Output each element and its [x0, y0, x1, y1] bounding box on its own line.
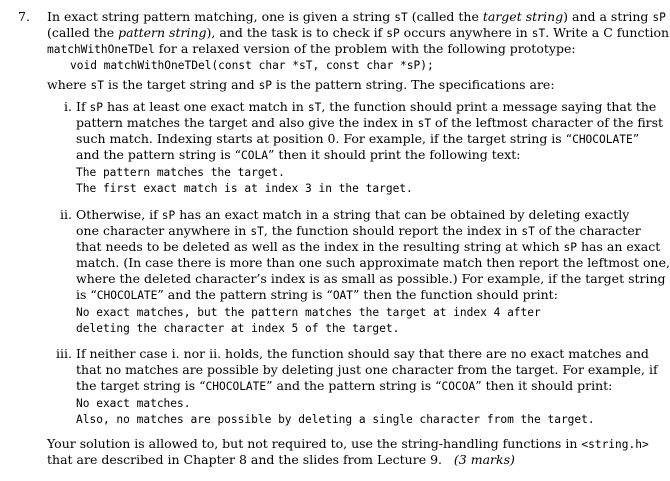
text-span: ” [632, 131, 640, 146]
spec-item-line [76, 223, 641, 240]
spec-item-line [76, 346, 649, 362]
spec-item-line [76, 287, 558, 304]
text-span: ” then it should print the following text: [268, 147, 521, 162]
code-span: sT [417, 117, 432, 130]
text-span: match. (In case there is more than one such approximate match then report the leftmost one, [76, 255, 670, 270]
code-span: sP [386, 27, 400, 40]
text-span: . Write a C function [545, 25, 670, 40]
sample-output-line: The pattern matches the target. [76, 166, 285, 179]
text-span: such match. Indexing starts at position 0. For example, if the target string is “ [76, 131, 573, 146]
text-span: of the leftmost character of the first [431, 115, 664, 130]
where-line [47, 77, 555, 94]
closing-line [47, 452, 515, 468]
text-span: In exact string pattern matching, one is given a string [47, 9, 395, 24]
text-span: that needs to be deleted as well as the index in the resulting string at which [76, 239, 564, 254]
sample-output-line: No exact matches. [76, 397, 191, 410]
text-span: , the function should print a message saying that the [321, 99, 657, 114]
code-span: sP [89, 101, 104, 114]
text-span: of the character [534, 223, 641, 238]
text-span: ), and the task is to check if [206, 25, 387, 40]
code-span: COCOA [441, 380, 476, 393]
spec-item-line [76, 271, 666, 287]
code-span: sT [90, 79, 104, 92]
text-span: pattern matches the target and also give the index in [76, 115, 418, 130]
text-span: and the pattern string is “ [76, 147, 242, 162]
code-span: sT [250, 225, 264, 238]
code-span: matchWithOneTDel [47, 43, 155, 56]
code-span: <string.h> [581, 438, 649, 451]
text-span: If [76, 99, 90, 114]
code-span: sP [258, 79, 273, 92]
text-span: has an exact [577, 239, 661, 254]
text-span: for a relaxed version of the problem with the following prototype: [154, 41, 576, 56]
italic-span: (3 marks) [453, 452, 515, 467]
text-span: occurs anywhere in [399, 25, 532, 40]
text-span: the target string is “ [76, 378, 206, 393]
spec-item-line [76, 207, 629, 224]
text-span: that are described in Chapter 8 and the slides from Lecture 9. [47, 452, 454, 467]
italic-span: target string [482, 9, 564, 24]
text-span: Your solution is allowed to, but not required to, use the string-handling functions in [47, 436, 582, 451]
spec-item-line [76, 115, 663, 132]
closing-line [47, 436, 649, 453]
text-span: one character anywhere in [76, 223, 251, 238]
text-span: has an exact match in a string that can be obtained by deleting exactly [175, 207, 630, 222]
text-span: where [47, 77, 91, 92]
text-span: ” and the pattern string is “ [266, 378, 442, 393]
spec-item-line [76, 131, 639, 148]
code-span: sT [394, 11, 408, 24]
code-span: OAT [332, 289, 354, 302]
code-span: sT [521, 225, 535, 238]
text-span: Otherwise, if [76, 207, 162, 222]
code-span: CHOCOLATE [572, 133, 633, 146]
spec-item-line [76, 99, 656, 116]
text-span: is the target string and [103, 77, 259, 92]
sample-output-line: No exact matches, but the pattern matches the target at index 4 after [76, 306, 541, 319]
spec-item-line [76, 239, 660, 256]
code-span: sP [161, 209, 176, 222]
code-span: sP [652, 11, 666, 24]
text-span: (called the [407, 9, 483, 24]
spec-item-line [76, 378, 612, 395]
italic-span: pattern string [118, 25, 207, 40]
text-span: If neither case i. nor ii. holds, the function should say that there are no exact matches and [76, 346, 649, 361]
intro-line [47, 9, 666, 26]
text-span: (called the [47, 25, 119, 40]
function-prototype: void matchWithOneTDel(const char *sT, const char *sP); [70, 59, 434, 72]
text-span: ” then the function should print: [353, 287, 558, 302]
spec-item-label: i. [64, 99, 72, 114]
text-span: is the pattern string. The specifications are: [272, 77, 555, 92]
spec-item-label: iii. [56, 346, 72, 361]
text-span: ” and the pattern string is “ [157, 287, 333, 302]
code-span: CHOCOLATE [205, 380, 267, 393]
code-span: sT [307, 101, 322, 114]
question-number: 7. [18, 9, 30, 24]
text-span: where the deleted character’s index is as small as possible.) For example, if the target string [76, 271, 666, 286]
sample-output-line: The first exact match is at index 3 in the target. [76, 182, 413, 195]
text-span: is “ [76, 287, 97, 302]
text-span: ” then it should print: [475, 378, 613, 393]
code-span: sT [531, 27, 546, 40]
sample-output-line: Also, no matches are possible by deleting a single character from the target. [76, 413, 595, 426]
spec-item-line [76, 255, 670, 271]
intro-line [47, 41, 576, 58]
intro-line [47, 25, 669, 42]
code-span: COLA [241, 149, 268, 162]
text-span: ) and a string [563, 9, 653, 24]
sample-output-line: deleting the character at index 5 of the target. [76, 322, 400, 335]
text-span: has at least one exact match in [103, 99, 308, 114]
text-span: that no matches are possible by deleting just one character from the target. For example, if [76, 362, 658, 377]
text-span: , the function should report the index in [263, 223, 522, 238]
code-span: sP [563, 241, 577, 254]
code-span: CHOCOLATE [96, 289, 158, 302]
spec-item-label: ii. [60, 207, 72, 222]
spec-item-line [76, 147, 520, 164]
spec-item-line [76, 362, 658, 378]
